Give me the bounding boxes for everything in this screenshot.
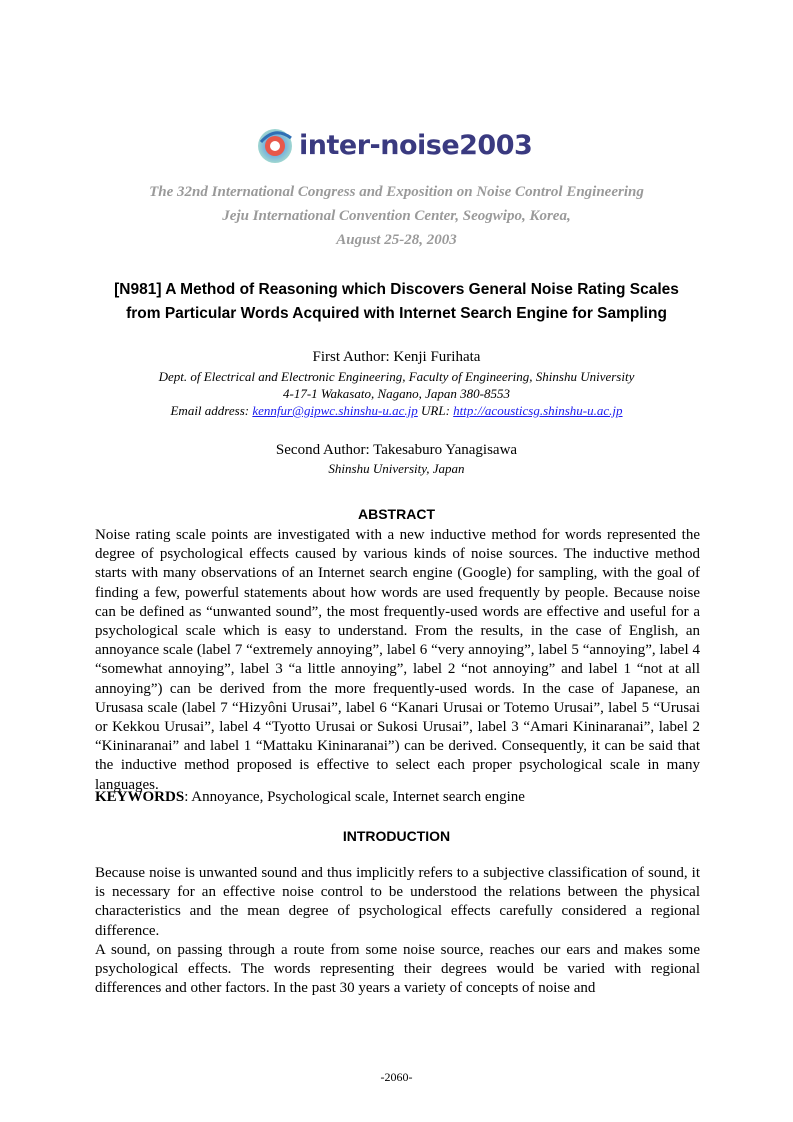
logo-swirl-icon: [255, 120, 299, 170]
keywords-list: : Annoyance, Psychological scale, Internet search engine: [184, 789, 525, 805]
page-number: -2060-: [380, 1070, 413, 1084]
keywords-label: KEYWORDS: [95, 789, 185, 805]
conference-venue: Jeju International Convention Center, Seogwipo, Korea,: [222, 208, 571, 224]
abstract-text: Noise rating scale points are investigated with a new inductive method for words represented the degree of psychological effects caused by various kinds of noise sources. The inductive method starts with many observations of an Internet search engine (Google) for sampling, with the goal of finding a few, powerful statements about how words are used frequently by people. Because noise can be defined as “unwanted sound”, the most frequently-used words are effective and useful for a psychological scale which is easy to understand. From the results, in the case of English, an annoyance scale (label 7 “extremely annoying”, label 6 “very annoying”, label 5 “annoying”, label 4 “somewhat annoying”, label 3 “a little annoying”, label 2 “not annoying” and label 1 “not at all annoying”) can be derived from the more frequently-used words. In the case of Japanese, an Urusasa scale (label 7 “Hizyôni Urusai”, label 6 “Kanari Urusai or Totemo Urusai”, label 5 “Urusai or Kekkou Urusai”, label 4 “Tyotto Urusai or Sukosi Urusai”, label 3 “Amari Kininaranai”, label 2 “Kininaranai” and label 1 “Mattaku Kininaranai”) can be derived. Consequently, it can be said that the inductive method proposed is effective to select each proper psychological scale in many languages.: [95, 527, 700, 793]
introduction-paragraph-1: Because noise is unwanted sound and thus implicitly refers to a subjective classification of sound, it is necessary for an effective noise control to be understood the relations between the physical characteristics and the mean degree of psychological effects carefully considered a regional difference.: [95, 865, 700, 939]
email-link[interactable]: kennfur@gipwc.shinshu-u.ac.jp: [252, 403, 418, 418]
paper-title-line-1: [N981] A Method of Reasoning which Discovers General Noise Rating Scales: [114, 281, 679, 298]
conference-logo: [255, 120, 545, 176]
paper-title-line-2: from Particular Words Acquired with Internet Search Engine for Sampling: [126, 305, 667, 322]
conference-name: The 32nd International Congress and Exposition on Noise Control Engineering: [149, 184, 644, 200]
first-author-department: Dept. of Electrical and Electronic Engineering, Faculty of Engineering, Shinshu University: [158, 369, 635, 384]
url-label: URL:: [417, 403, 454, 418]
logo-text: inter-noise2003: [299, 130, 533, 161]
conference-date: August 25-28, 2003: [336, 232, 457, 248]
email-label: Email address:: [170, 403, 253, 418]
introduction-heading: INTRODUCTION: [342, 828, 451, 844]
first-author-address: 4-17-1 Wakasato, Nagano, Japan 380-8553: [282, 386, 510, 401]
first-author-name: First Author: Kenji Furihata: [312, 349, 481, 365]
first-author-contact: [0, 403, 793, 419]
abstract-heading: ABSTRACT: [358, 506, 435, 522]
introduction-paragraph-2: A sound, on passing through a route from some noise source, reaches our ears and makes some psychological effects. The words representing their degrees would be varied with regional differences and other factors. In the past 30 years a variety of concepts of noise and: [95, 942, 700, 997]
second-author-affiliation: Shinshu University, Japan: [328, 461, 465, 476]
url-link[interactable]: http://acousticsg.shinshu-u.ac.jp: [453, 403, 623, 418]
second-author-name: Second Author: Takesaburo Yanagisawa: [275, 442, 518, 458]
keywords: [95, 788, 700, 807]
